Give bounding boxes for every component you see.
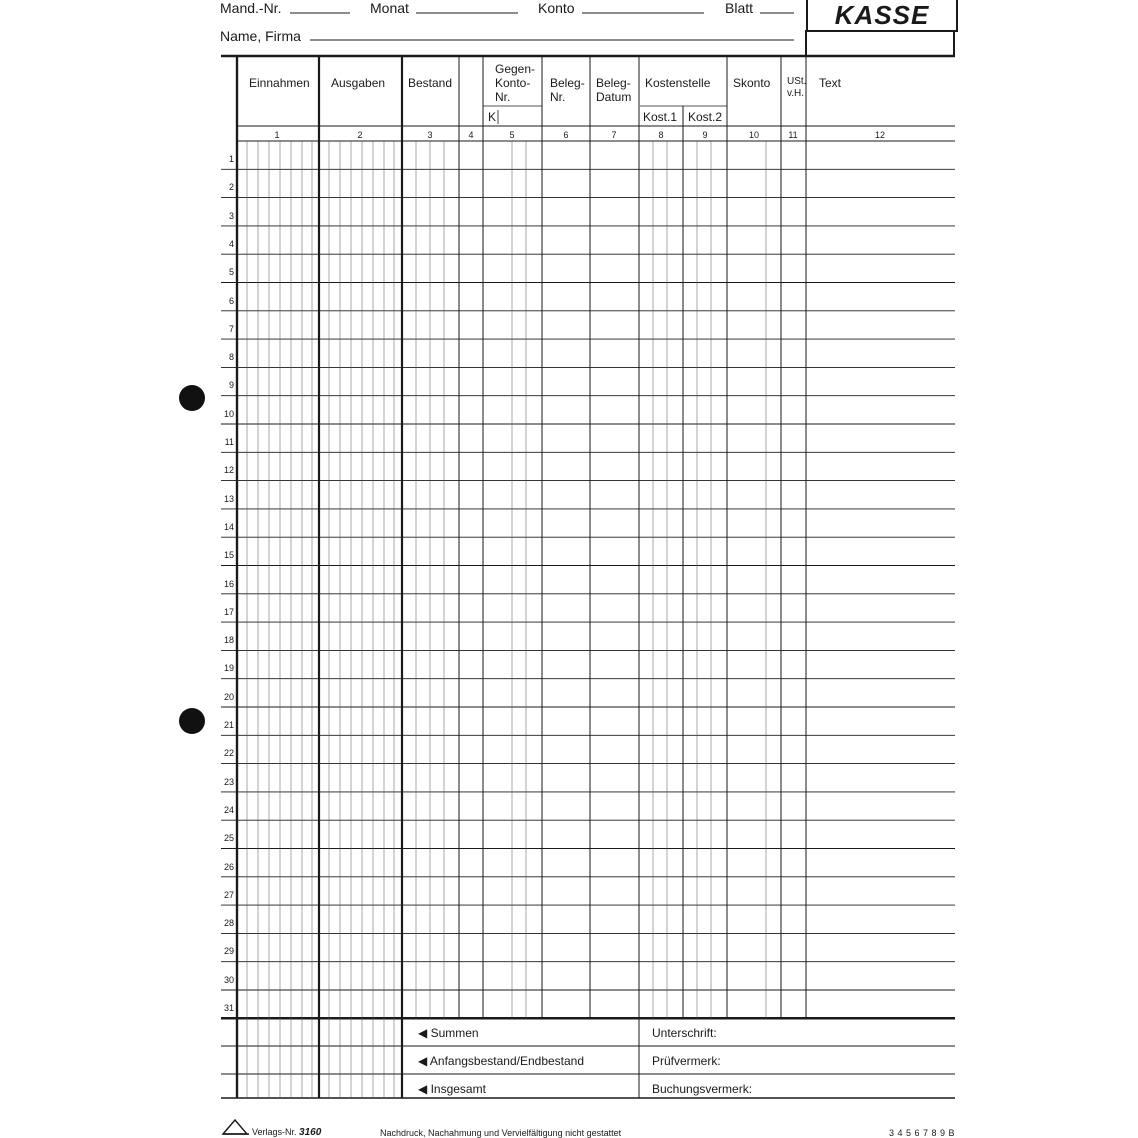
page-title: KASSE bbox=[834, 0, 930, 30]
col-ausgaben: Ausgaben bbox=[331, 76, 386, 90]
monat-field[interactable] bbox=[416, 0, 518, 14]
verlag-nr-value: 3160 bbox=[299, 1127, 322, 1138]
title-box bbox=[806, 0, 958, 32]
row-number: 21 bbox=[223, 720, 234, 730]
gegen-konto-line-1: Gegen- bbox=[495, 62, 536, 76]
buchungsvermerk-label: Buchungsvermerk: bbox=[652, 1082, 753, 1096]
verlag-nr-label: Verlags-Nr. bbox=[252, 1127, 297, 1137]
form-code: 3 4 5 6 7 8 9 B bbox=[889, 1128, 956, 1138]
column-number: 12 bbox=[874, 130, 885, 140]
col-bestand: Bestand bbox=[408, 76, 453, 90]
row-number: 24 bbox=[223, 804, 234, 815]
column-number: 9 bbox=[702, 130, 708, 140]
row-number: 25 bbox=[223, 833, 234, 844]
row-number: 28 bbox=[223, 918, 234, 929]
ust-line-2: v.H. bbox=[787, 88, 805, 99]
column-number: 1 bbox=[274, 130, 280, 140]
column-number: 7 bbox=[611, 130, 617, 140]
row-number: 31 bbox=[223, 1003, 234, 1013]
column-number: 8 bbox=[658, 130, 664, 140]
row-number: 14 bbox=[223, 521, 234, 532]
beleg-nr-line-2: Nr. bbox=[550, 90, 566, 104]
column-number: 5 bbox=[509, 130, 515, 140]
beleg-nr-line-1: Beleg- bbox=[550, 76, 585, 90]
row-number: 18 bbox=[223, 635, 234, 646]
col-kost2: Kost.2 bbox=[688, 110, 723, 124]
row-number: 17 bbox=[223, 606, 234, 617]
row-number: 7 bbox=[228, 323, 234, 334]
row-number: 4 bbox=[228, 238, 234, 249]
mand-nr-field[interactable] bbox=[290, 0, 350, 14]
col-text: Text bbox=[819, 76, 842, 90]
row-number: 30 bbox=[223, 974, 234, 985]
column-number: 4 bbox=[468, 130, 474, 140]
row-number: 5 bbox=[228, 267, 234, 278]
row-number: 10 bbox=[223, 408, 234, 419]
row-number: 13 bbox=[223, 493, 234, 504]
row-number: 9 bbox=[228, 380, 234, 391]
row-number: 2 bbox=[228, 182, 234, 193]
gegen-konto-line-3: Nr. bbox=[495, 90, 511, 104]
col-kost1: Kost.1 bbox=[643, 110, 678, 124]
insgesamt-label: ◀ Insgesamt bbox=[418, 1082, 486, 1096]
row-number: 19 bbox=[223, 663, 234, 674]
row-number: 20 bbox=[223, 691, 234, 702]
mand-nr-label: Mand.-Nr. bbox=[220, 0, 282, 16]
row-number: 11 bbox=[224, 437, 234, 447]
name-firma-field[interactable] bbox=[310, 26, 794, 40]
row-number: 15 bbox=[223, 550, 234, 561]
punch-hole-top bbox=[179, 385, 205, 411]
verlag-label bbox=[252, 1127, 321, 1138]
column-number: 6 bbox=[563, 130, 569, 140]
unterschrift-label: Unterschrift: bbox=[652, 1026, 717, 1040]
ust-line-1: USt. bbox=[787, 76, 807, 87]
konto-field[interactable] bbox=[582, 0, 704, 14]
col-beleg-nr bbox=[550, 76, 585, 104]
blatt-field[interactable] bbox=[760, 0, 794, 14]
column-number: 2 bbox=[357, 130, 363, 140]
anfangsbestand-label: ◀ Anfangsbestand/Endbestand bbox=[418, 1054, 585, 1068]
row-number: 3 bbox=[228, 210, 234, 221]
row-number: 27 bbox=[223, 889, 234, 900]
column-number: 3 bbox=[427, 130, 433, 140]
col-kostenstelle: Kostenstelle bbox=[645, 76, 711, 90]
col-gegen-konto bbox=[495, 62, 535, 104]
monat-label: Monat bbox=[370, 0, 409, 16]
blatt-label: Blatt bbox=[725, 0, 754, 16]
col-skonto: Skonto bbox=[733, 76, 771, 90]
column-number: 10 bbox=[748, 130, 759, 140]
row-number: 6 bbox=[228, 295, 234, 306]
column-number: 11 bbox=[788, 130, 798, 140]
beleg-datum-line-2: Datum bbox=[596, 90, 632, 104]
col-einnahmen: Einnahmen bbox=[249, 76, 310, 90]
row-number: 23 bbox=[223, 776, 234, 787]
row-number: 29 bbox=[223, 946, 234, 957]
row-number: 8 bbox=[228, 352, 234, 363]
konto-label: Konto bbox=[538, 0, 575, 16]
publisher-logo-icon bbox=[221, 1118, 251, 1136]
gegen-konto-line-2: Konto- bbox=[495, 76, 531, 90]
row-number: 22 bbox=[223, 748, 234, 759]
row-number: 12 bbox=[223, 465, 234, 476]
summen-label: ◀ Summen bbox=[418, 1026, 479, 1040]
pruefvermerk-label: Prüfvermerk: bbox=[652, 1054, 721, 1068]
col-beleg-datum bbox=[596, 76, 631, 104]
col-k: K bbox=[488, 110, 497, 124]
name-firma-label: Name, Firma bbox=[220, 28, 301, 44]
punch-hole-bottom bbox=[179, 708, 205, 734]
row-number: 1 bbox=[228, 154, 234, 164]
row-number: 26 bbox=[223, 861, 234, 872]
copyright-notice: Nachdruck, Nachahmung und Vervielfältigung nicht gestattet bbox=[380, 1128, 622, 1138]
row-number: 16 bbox=[223, 578, 234, 589]
col-ust bbox=[787, 76, 806, 100]
beleg-datum-line-1: Beleg- bbox=[596, 76, 631, 90]
